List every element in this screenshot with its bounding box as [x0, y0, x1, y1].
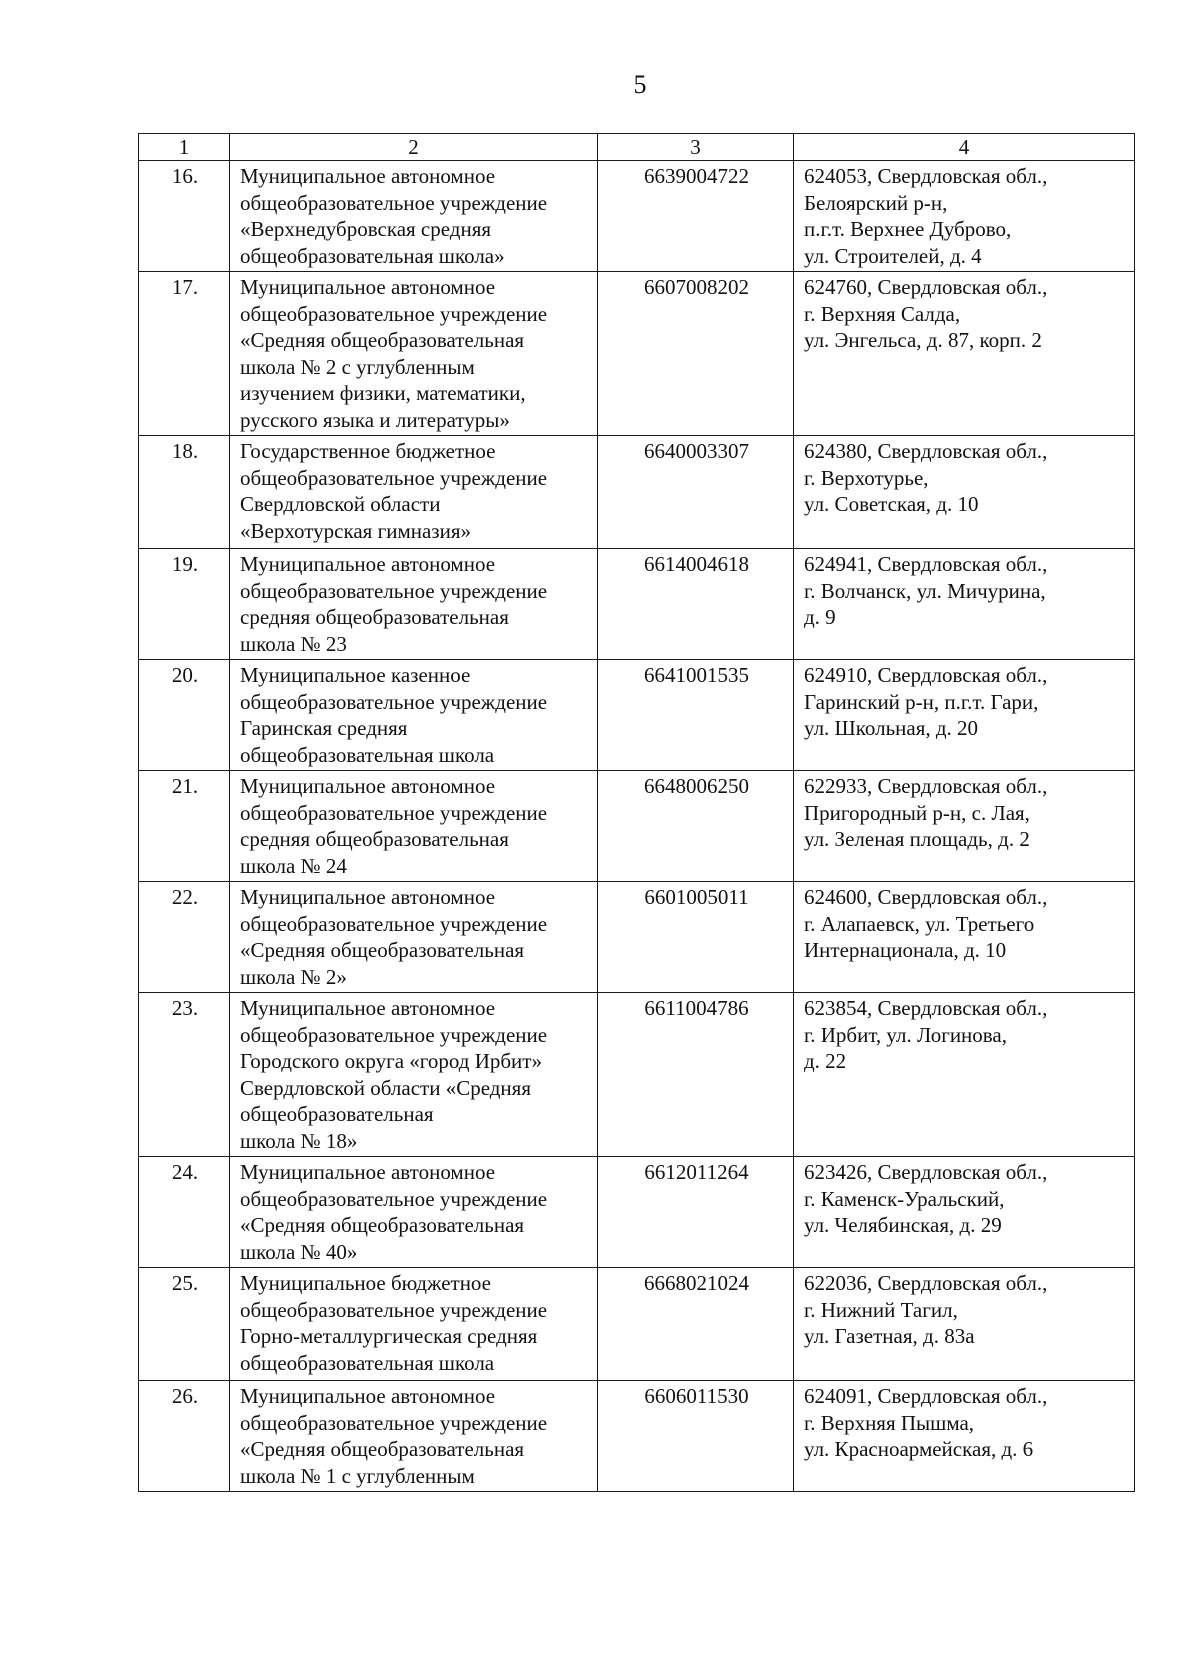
row-number-cell: 23. — [139, 993, 230, 1157]
inn-cell: 6607008202 — [598, 272, 794, 436]
address-line: ул. Строителей, д. 4 — [804, 243, 982, 268]
address-cell — [794, 993, 1135, 1157]
institution-name-cell — [230, 436, 598, 549]
institution-name-line: общеобразовательная школа — [240, 1350, 495, 1375]
address-line: д. 9 — [804, 605, 836, 629]
row-number-cell: 20. — [139, 660, 230, 771]
address-line: г. Каменск-Уральский, — [804, 1186, 1005, 1211]
institution-name-cell — [230, 771, 598, 882]
institution-name-line: школа № 18» — [240, 1128, 358, 1153]
institution-name-cell — [230, 272, 598, 436]
institution-name-line: Муниципальное автономное — [240, 885, 496, 909]
institution-name-line: школа № 2» — [240, 964, 347, 989]
address-line: Пригородный р-н, с. Лая, — [804, 800, 1030, 825]
table-row — [139, 1268, 1135, 1381]
address-line: Белоярский р-н, — [804, 190, 948, 215]
address-line: 623426, Свердловская обл., — [804, 1160, 1048, 1184]
row-number-cell: 26. — [139, 1381, 230, 1492]
institution-name-line: Городского округа «город Ирбит» — [240, 1049, 542, 1073]
row-number-cell: 25. — [139, 1268, 230, 1381]
table-row — [139, 436, 1135, 549]
institution-name-line: школа № 1 с углубленным — [240, 1463, 475, 1488]
institution-name-line: школа № 40» — [240, 1239, 358, 1264]
institution-name-line: Муниципальное бюджетное — [240, 1271, 492, 1295]
institution-name-line: общеобразовательное учреждение — [240, 800, 548, 825]
institution-name-cell — [230, 1381, 598, 1492]
table-row — [139, 993, 1135, 1157]
institution-name-line: общеобразовательное учреждение — [240, 1022, 548, 1047]
inn-cell: 6601005011 — [598, 882, 794, 993]
address-line: 622933, Свердловская обл., — [804, 774, 1048, 798]
address-line: г. Алапаевск, ул. Третьего — [804, 911, 1035, 936]
institution-name-line: средняя общеобразовательная — [240, 827, 509, 851]
institution-name-line: «Средняя общеобразовательная — [240, 1213, 525, 1237]
address-line: ул. Газетная, д. 83а — [804, 1324, 975, 1348]
institution-name-cell — [230, 660, 598, 771]
inn-cell: 6611004786 — [598, 993, 794, 1157]
address-line: п.г.т. Верхнее Дуброво, — [804, 217, 1012, 241]
institution-name-line: Муниципальное автономное — [240, 275, 496, 299]
institution-name-line: общеобразовательное учреждение — [240, 911, 548, 936]
address-cell — [794, 1268, 1135, 1381]
institution-name-line: общеобразовательное учреждение — [240, 1410, 548, 1435]
institution-name-line: «Верхнедубровская средняя — [240, 217, 492, 241]
table-row — [139, 882, 1135, 993]
address-cell — [794, 272, 1135, 436]
address-cell — [794, 549, 1135, 660]
row-number-cell: 16. — [139, 161, 230, 272]
institution-name-line: «Средняя общеобразовательная — [240, 328, 525, 352]
address-line: г. Верхотурье, — [804, 465, 929, 490]
address-line: Гаринский р-н, п.г.т. Гари, — [804, 689, 1039, 714]
address-cell — [794, 161, 1135, 272]
institution-name-line: Муниципальное автономное — [240, 996, 496, 1020]
inn-cell: 6641001535 — [598, 660, 794, 771]
institution-name-line: Муниципальное казенное — [240, 663, 471, 687]
row-number-cell: 18. — [139, 436, 230, 549]
table-row — [139, 1381, 1135, 1492]
address-line: 624941, Свердловская обл., — [804, 552, 1048, 576]
table-row — [139, 161, 1135, 272]
row-number-cell: 19. — [139, 549, 230, 660]
institution-name-line: Свердловской области «Средняя — [240, 1075, 531, 1100]
address-line: г. Ирбит, ул. Логинова, — [804, 1022, 1008, 1047]
inn-cell: 6640003307 — [598, 436, 794, 549]
row-number-cell: 17. — [139, 272, 230, 436]
institution-name-line: изучением физики, математики, — [240, 381, 526, 405]
address-cell — [794, 660, 1135, 771]
header-col-2: 2 — [230, 134, 598, 161]
address-cell — [794, 1157, 1135, 1268]
address-line: г. Нижний Тагил, — [804, 1297, 958, 1322]
institution-name-line: Муниципальное автономное — [240, 774, 496, 798]
inn-cell: 6668021024 — [598, 1268, 794, 1381]
institution-name-line: Гаринская средняя — [240, 716, 408, 740]
address-line: ул. Зеленая площадь, д. 2 — [804, 827, 1030, 851]
row-number-cell: 24. — [139, 1157, 230, 1268]
address-line: ул. Советская, д. 10 — [804, 492, 979, 516]
row-number-cell: 22. — [139, 882, 230, 993]
institutions-table — [138, 133, 1135, 1492]
address-line: 624053, Свердловская обл., — [804, 164, 1048, 188]
institution-name-cell — [230, 993, 598, 1157]
institution-name-line: Свердловской области — [240, 492, 441, 516]
institution-name-line: общеобразовательное учреждение — [240, 1297, 548, 1322]
institution-name-line: Муниципальное автономное — [240, 164, 496, 188]
institution-name-line: общеобразовательное учреждение — [240, 578, 548, 603]
institution-name-line: общеобразовательная школа — [240, 742, 495, 767]
address-cell — [794, 882, 1135, 993]
institution-name-line: общеобразовательное учреждение — [240, 689, 548, 714]
address-cell — [794, 771, 1135, 882]
institution-name-line: «Средняя общеобразовательная — [240, 938, 525, 962]
institution-name-line: общеобразовательное учреждение — [240, 301, 548, 326]
inn-cell: 6614004618 — [598, 549, 794, 660]
institution-name-line: общеобразовательное учреждение — [240, 1186, 548, 1211]
address-line: ул. Энгельса, д. 87, корп. 2 — [804, 328, 1042, 352]
address-line: 622036, Свердловская обл., — [804, 1271, 1048, 1295]
header-col-3: 3 — [598, 134, 794, 161]
institution-name-line: средняя общеобразовательная — [240, 605, 509, 629]
inn-cell: 6648006250 — [598, 771, 794, 882]
institution-name-line: русского языка и литературы» — [240, 407, 510, 432]
address-line: г. Верхняя Пышма, — [804, 1410, 975, 1435]
institution-name-line: школа № 24 — [240, 853, 347, 878]
institution-name-line: общеобразовательное учреждение — [240, 465, 548, 490]
institution-name-line: «Средняя общеобразовательная — [240, 1437, 525, 1461]
institution-name-line: общеобразовательная — [240, 1102, 434, 1126]
institution-name-line: Горно-металлургическая средняя — [240, 1324, 538, 1348]
address-line: 624910, Свердловская обл., — [804, 663, 1048, 687]
table-row — [139, 549, 1135, 660]
page-number: 5 — [633, 70, 647, 99]
institution-name-cell — [230, 1157, 598, 1268]
institution-name-line: Муниципальное автономное — [240, 552, 496, 576]
address-line: 624600, Свердловская обл., — [804, 885, 1048, 909]
table-row — [139, 660, 1135, 771]
header-col-1: 1 — [139, 134, 230, 161]
address-line: 624760, Свердловская обл., — [804, 275, 1048, 299]
row-number-cell: 21. — [139, 771, 230, 882]
table-body — [139, 161, 1135, 1492]
table-row — [139, 1157, 1135, 1268]
table-row — [139, 771, 1135, 882]
table-header-row — [139, 134, 1135, 161]
address-cell — [794, 1381, 1135, 1492]
institution-name-cell — [230, 161, 598, 272]
institution-name-line: общеобразовательное учреждение — [240, 190, 548, 215]
institution-name-cell — [230, 882, 598, 993]
address-line: г. Верхняя Салда, — [804, 301, 961, 326]
inn-cell: 6639004722 — [598, 161, 794, 272]
institution-name-line: школа № 23 — [240, 631, 347, 656]
institution-name-line: Муниципальное автономное — [240, 1160, 496, 1184]
inn-cell: 6606011530 — [598, 1381, 794, 1492]
address-line: ул. Красноармейская, д. 6 — [804, 1437, 1034, 1461]
address-line: 624380, Свердловская обл., — [804, 439, 1048, 463]
address-line: ул. Челябинская, д. 29 — [804, 1213, 1002, 1237]
institution-name-line: «Верхотурская гимназия» — [240, 518, 471, 543]
address-line: д. 22 — [804, 1049, 847, 1073]
inn-cell: 6612011264 — [598, 1157, 794, 1268]
address-line: 623854, Свердловская обл., — [804, 996, 1048, 1020]
address-cell — [794, 436, 1135, 549]
table-row — [139, 272, 1135, 436]
institution-name-cell — [230, 549, 598, 660]
institution-name-cell — [230, 1268, 598, 1381]
institution-name-line: Муниципальное автономное — [240, 1384, 496, 1408]
header-col-4: 4 — [794, 134, 1135, 161]
address-line: ул. Школьная, д. 20 — [804, 716, 979, 740]
institution-name-line: Государственное бюджетное — [240, 439, 496, 463]
institution-name-line: общеобразовательная школа» — [240, 243, 505, 268]
address-line: г. Волчанск, ул. Мичурина, — [804, 578, 1046, 603]
address-line: 624091, Свердловская обл., — [804, 1384, 1048, 1408]
address-line: Интернационала, д. 10 — [804, 938, 1007, 962]
institution-name-line: школа № 2 с углубленным — [240, 354, 475, 379]
